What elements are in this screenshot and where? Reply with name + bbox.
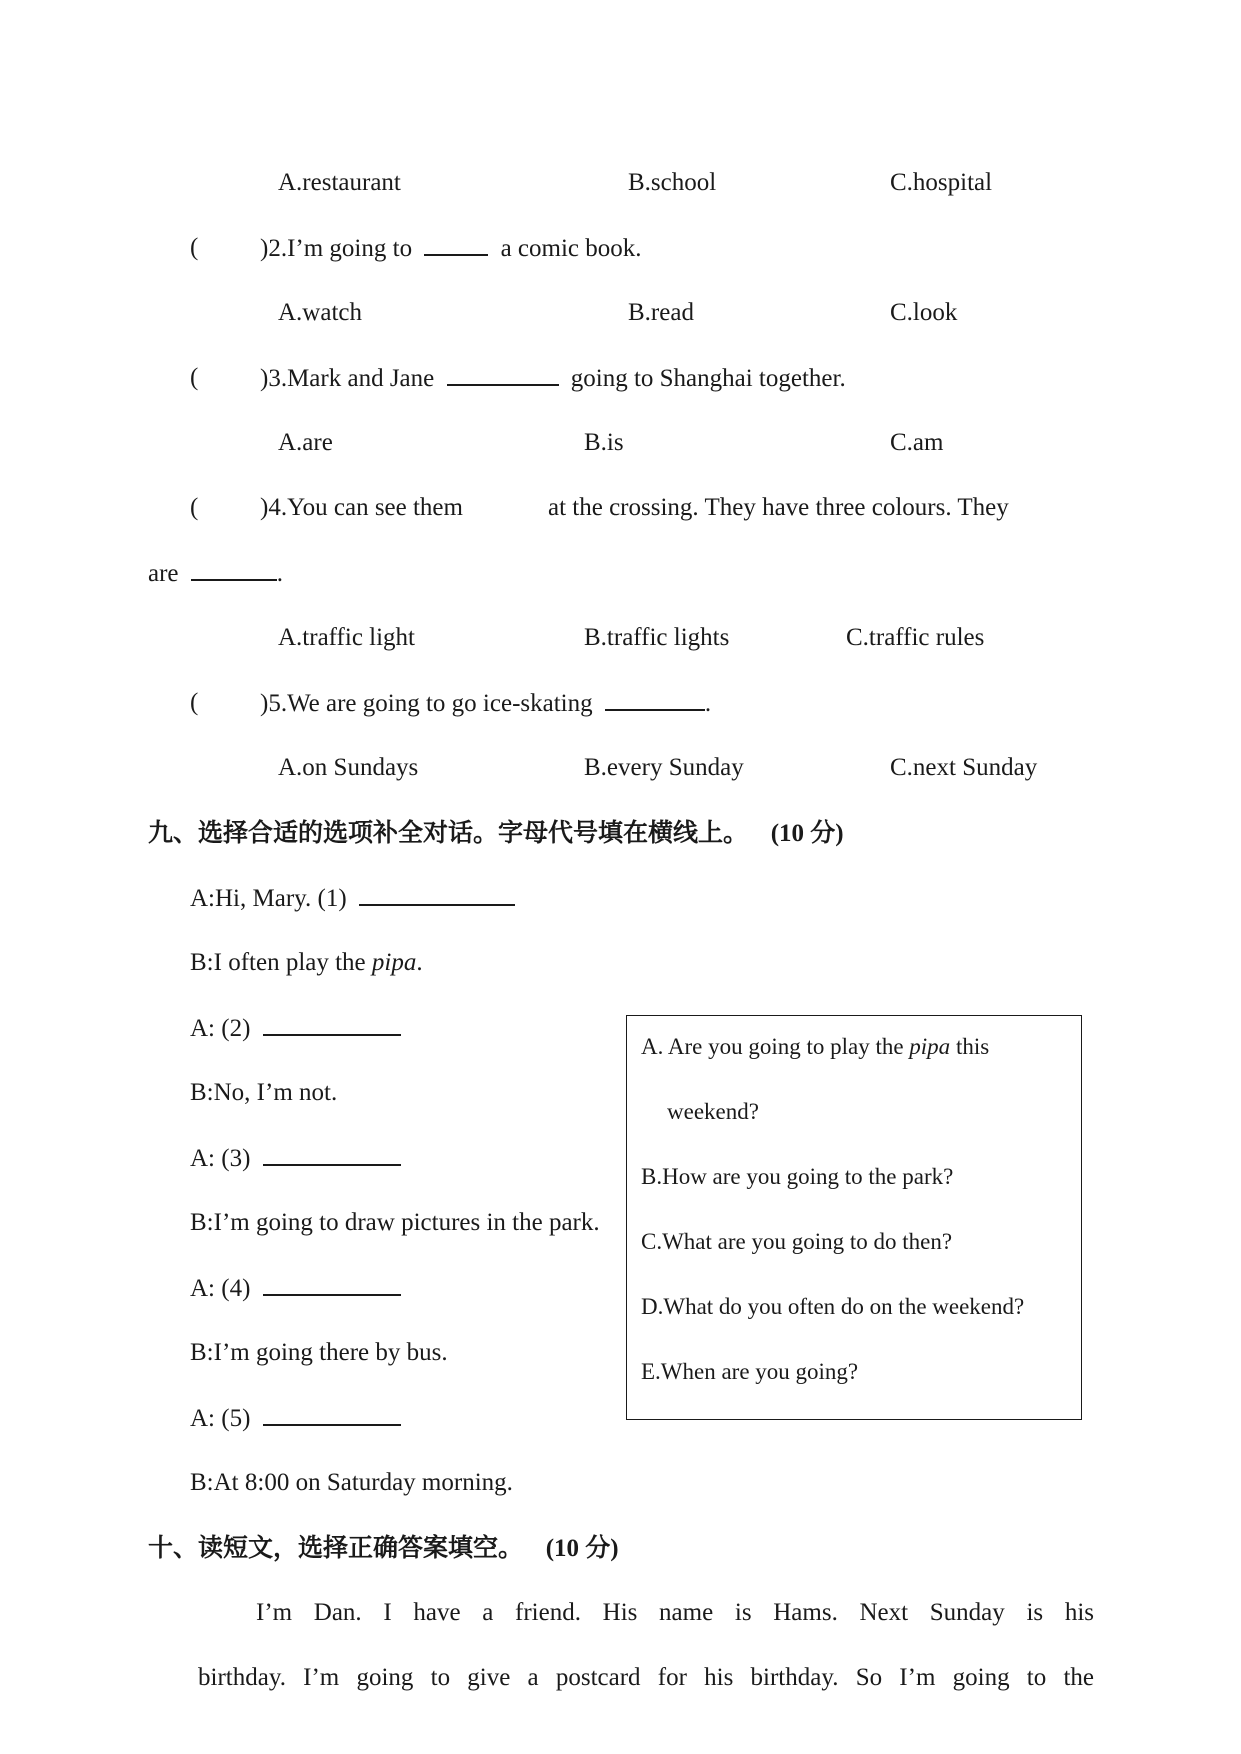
dialogue-text-1: A:Hi, Mary. (1) [190,885,347,912]
q4-text-2b: . [276,560,284,587]
section-9-points: (10 分) [770,820,844,847]
dialogue-line-8: B:I’m going there by bus. [190,1339,448,1366]
dialogue-line-6: B:I’m going to draw pictures in the park. [190,1209,600,1236]
q5-text-after: . [704,690,712,717]
dialogue-blank-5[interactable] [263,1402,401,1426]
section-10-title: 十、读短文，选择正确答案填空。 [148,1533,524,1562]
q3-blank[interactable] [447,362,559,386]
q5-text-before: )5.We are going to go ice-skating [260,690,593,717]
box-option-a-italic: pipa [909,1034,951,1059]
passage-line-2: birthday. I’m going to give a postcard for his birthday. So I’m going to the [198,1664,1094,1691]
q3-option-c: C.am [890,429,944,456]
q4-option-b: B.traffic lights [584,624,730,651]
q3-option-a: A.are [278,429,333,456]
q3-answer-paren: ( [190,364,199,391]
dialogue-line-3 [190,1012,401,1045]
dialogue-blank-2[interactable] [263,1012,401,1036]
q5-option-a: A.on Sundays [278,754,419,781]
q5-option-b: B.every Sunday [584,754,744,781]
box-option-a-text-end: this [950,1034,990,1059]
q2-option-a: A.watch [278,299,362,326]
q1-option-a: A.restaurant [278,169,401,196]
box-option-c: C.What are you going to do then? [641,1229,953,1254]
q2-text-before: )2.I’m going to [260,235,413,262]
section-9-title: 九、选择合适的选项补全对话。字母代号填在横线上。 [148,818,749,847]
dialogue-text-2-end: . [416,949,423,976]
dialogue-text-2: B:I often play the [190,949,372,976]
dialogue-blank-4[interactable] [263,1272,401,1296]
dialogue-text-5: A: (3) [190,1145,251,1172]
box-option-a-text: A. Are you going to play the [641,1034,910,1059]
passage-line-1: I’m Dan. I have a friend. His name is Hams. Next Sunday is his [256,1599,1094,1626]
dialogue-blank-3[interactable] [263,1142,401,1166]
dialogue-text-3: A: (2) [190,1015,251,1042]
q5-question [260,687,711,720]
dialogue-text-7: A: (4) [190,1275,251,1302]
q1-option-b: B.school [628,169,717,196]
q2-answer-paren: ( [190,234,199,261]
options-box [626,1015,1082,1420]
dialogue-line-7 [190,1272,401,1305]
dialogue-line-10: B:At 8:00 on Saturday morning. [190,1469,513,1496]
q5-option-c: C.next Sunday [890,754,1038,781]
section-10-heading [148,1532,619,1565]
box-option-b: B.How are you going to the park? [641,1164,954,1189]
dialogue-line-1 [190,882,515,915]
dialogue-line-2 [190,947,423,979]
q2-question [260,232,642,265]
section-9-heading [148,817,844,850]
box-option-a-line2: weekend? [667,1099,759,1124]
section-10-points: (10 分) [545,1535,619,1562]
q4-option-a: A.traffic light [278,624,415,651]
dialogue-text-2-italic: pipa [371,949,417,976]
dialogue-blank-1[interactable] [359,882,515,906]
dialogue-line-9 [190,1402,401,1435]
dialogue-text-9: A: (5) [190,1405,251,1432]
q3-option-b: B.is [584,429,624,456]
q5-blank[interactable] [605,687,705,711]
q4-text-1a: )4.You can see them [260,494,463,521]
dialogue-line-4: B:No, I’m not. [190,1079,338,1106]
q3-text-after: going to Shanghai together. [570,365,846,392]
q2-text-after: a comic book. [500,235,642,262]
q1-option-c: C.hospital [890,169,993,196]
q4-answer-paren: ( [190,494,199,521]
q2-blank[interactable] [424,232,488,256]
q5-answer-paren: ( [190,689,199,716]
box-option-d: D.What do you often do on the weekend? [641,1294,1025,1319]
q2-option-c: C.look [890,299,958,326]
dialogue-line-5 [190,1142,401,1175]
box-option-a-line1 [641,1032,989,1062]
q4-line2 [148,557,283,590]
q4-text-2a: are [148,560,179,587]
q4-option-c: C.traffic rules [846,624,985,651]
q3-text-before: )3.Mark and Jane [260,365,435,392]
q4-text-1b: at the crossing. They have three colours. They [548,494,1009,521]
q4-blank[interactable] [191,557,277,581]
q3-question [260,362,846,395]
q2-option-b: B.read [628,299,694,326]
box-option-e: E.When are you going? [641,1359,859,1384]
